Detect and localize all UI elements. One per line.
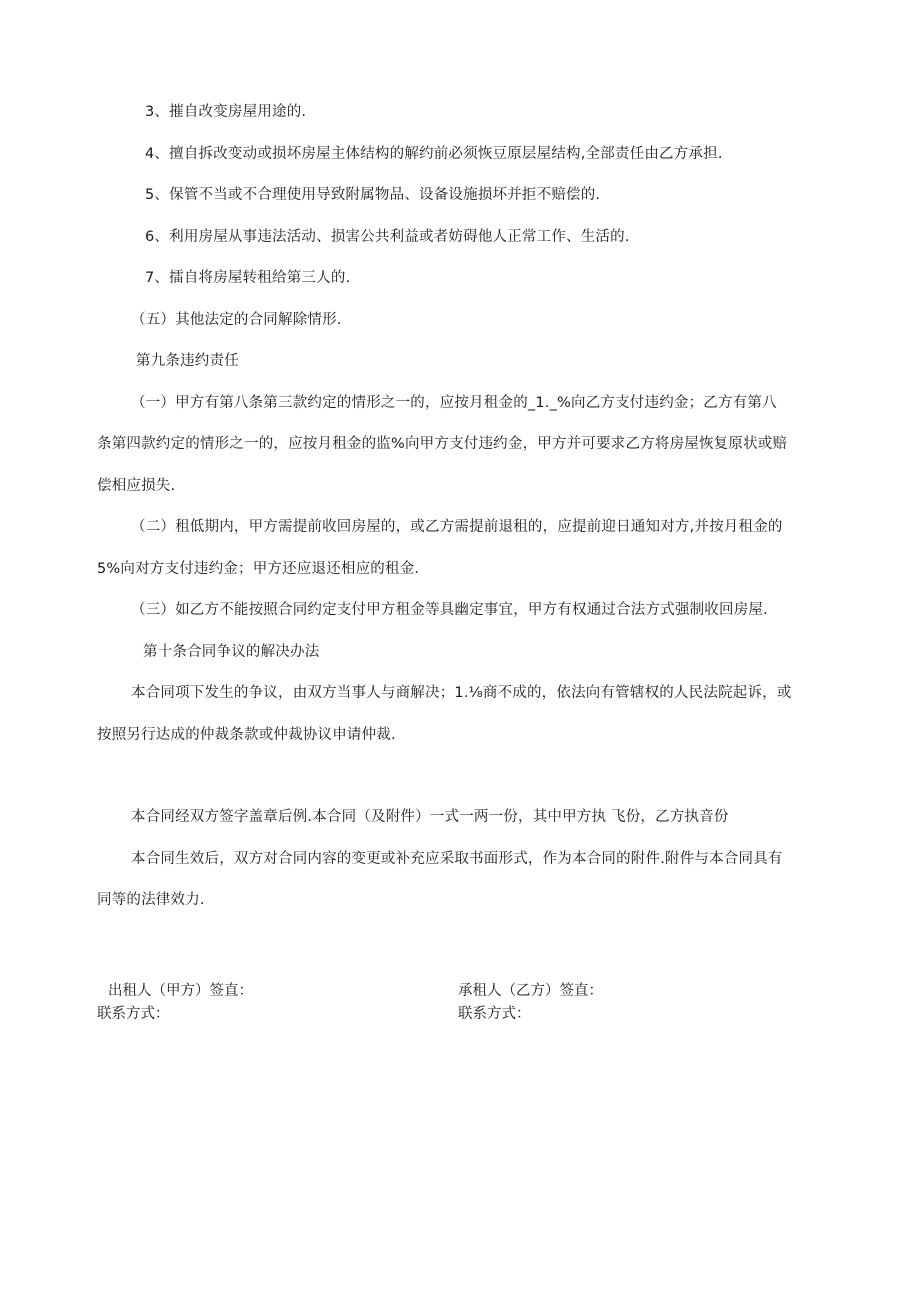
article-nine-para-2-line-1: （二）租低期内，甲方需提前收回房屋的，或乙方需提前退租的，应提前迎日通知对方,并按月租金的 [131, 519, 783, 535]
clause-line-6: 6、利用房屋从事违法活动、损害公共利益或者妨碍他人正常工作、生活的. [145, 229, 630, 245]
amendment-para-line-1: 本合同生效后，双方对合同内容的变更或补充应采取书面形式，作为本合同的附件.附件与本合同具有 [131, 851, 783, 867]
lessor-contact-label: 联系方式： [97, 1006, 170, 1022]
clause-line-7: 7、擂自将房屋转租给第三人的. [145, 270, 351, 286]
article-ten-para-line-2: 按照另行达成的仲裁条款或仲裁协议申请仲裁. [97, 727, 396, 743]
clause-line-5: 5、保管不当或不合理使用导致附属物品、设备设施损坏并拒不赔偿的. [145, 187, 601, 203]
effect-para: 本合同经双方签字盖章后例.本合同（及附件）一式一两一份，其中甲方执 飞份，乙方执音份 [131, 809, 729, 825]
article-nine-para-3: （三）如乙方不能按照合同约定支付甲方租金等具幽定事宜，甲方有权通过合法方式强制收回房屋. [131, 602, 768, 618]
article-nine-para-1-line-3: 偿相应损失. [97, 478, 176, 494]
article-nine-para-1-line-2: 条第四款约定的情形之一的，应按月租金的监%向甲方支付违约金，甲方并可要求乙方将房屋恢复原状或赔 [97, 436, 788, 452]
article-nine-para-2-line-2: 5%向对方支付违约金；甲方还应退还相应的租金. [97, 561, 420, 577]
lessee-signature-label: 承租人（乙方）签直： [458, 983, 603, 999]
lessee-contact-label: 联系方式： [458, 1006, 531, 1022]
article-ten-heading: 第十条合同争议的解决办法 [143, 644, 320, 660]
clause-line-3: 3、摧自改变房屋用途的. [145, 104, 307, 120]
clause-line-4: 4、擅自拆改变动或损坏房屋主体结构的解约前必须恢豆原层屋结构,全部责任由乙方承担. [145, 146, 723, 162]
amendment-para-line-2: 同等的法律效力. [97, 892, 205, 908]
clause-five: （五）其他法定的合同解除情形. [131, 312, 342, 328]
article-nine-para-1-line-1: （一）甲方有第八条第三款约定的情形之一的，应按月租金的_1._%向乙方支付违约金；乙方有第八 [131, 395, 777, 411]
lessor-signature-label: 出租人（甲方）签直： [108, 983, 253, 999]
article-ten-para-line-1: 本合同项下发生的争议，由双方当事人与商解决；1.⅛商不成的，依法向有管辖权的人民法院起诉，或 [131, 685, 792, 701]
article-nine-heading: 第九条违约责任 [136, 353, 239, 369]
